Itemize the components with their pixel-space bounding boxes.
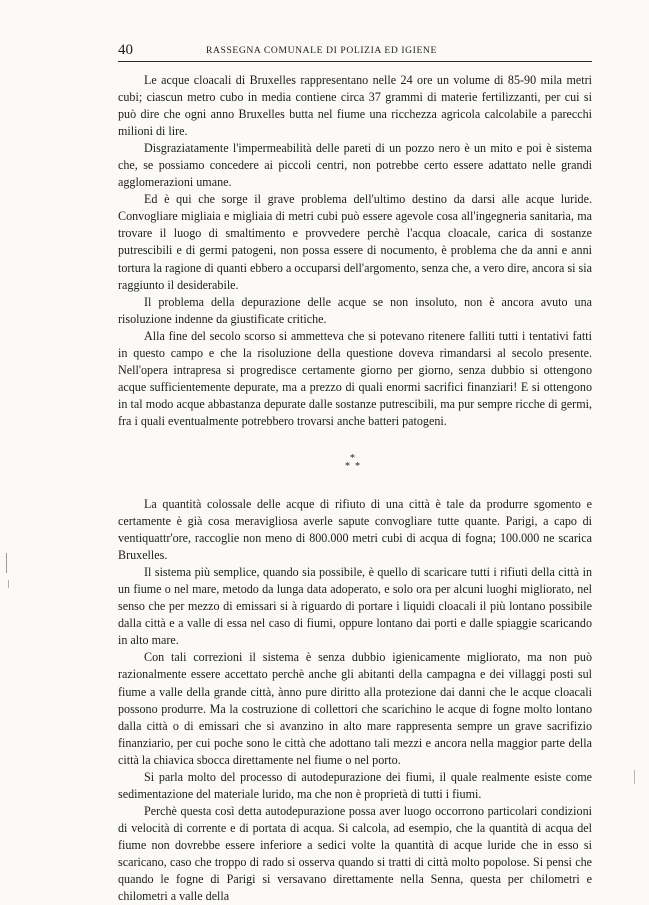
paragraph: Perchè questa così detta autodepurazione possa aver luogo occorrono particolari condizioni di velocità di corrente e di portata di acqua. Si calcola, ad esempio, che la quantità di acqua del fiume non dovrebbe essere inferiore a sedici volte la quantità di acque luride che in esso si scaricano, caso che troppo di rado si osserva quando si tratti di città molto popolose. Si pensi che quando le fogne di Parigi si versavano direttamente nella Senna, questa per chilometri e chilometri a valle della bbox=[118, 803, 592, 904]
paragraph: Si parla molto del processo di autodepurazione dei fiumi, il quale realmente esiste come sedimentazione del materiale lurido, ma che non è proprietà di tutti i fiumi. bbox=[118, 769, 592, 801]
asterism-star: * bbox=[345, 460, 350, 472]
paragraph: Alla fine del secolo scorso si ammetteva che si potevano ritenere falliti tutti i tentativi fatti in questo campo e che la risoluzione della questione doveva rimandarsi al secolo presente. Nell'opera intrapresa si progredisce certamente giorno per giorno, senza dubbio si ottengono acque sufficientemente depurate, ma a prezzo di quali enormi sacrifici finanziari! E si ottengono in tal modo acque abbastanza depurate dalle sostanze putrescibili, ma pur sempre ricche di germi, fra i quali eventualmente potrebbero trovarsi anche batteri patogeni. bbox=[118, 328, 592, 428]
section-ornament bbox=[118, 454, 592, 480]
page-header bbox=[118, 41, 592, 62]
paragraph: Il problema della depurazione delle acque se non insoluto, non è ancora avuto una risoluzione indenne da giustificate critiche. bbox=[118, 294, 592, 326]
scan-edge-mark bbox=[634, 770, 635, 784]
paragraph: Il sistema più semplice, quando sia possibile, è quello di scaricare tutti i rifiuti della città in un fiume o nel mare, metodo da lunga data adoperato, e solo ora per alcuni luoghi migliorato, nel senso che per mezzo di emissari si à riguardo di portare i liquidi cloacali il più lontano possibile dalla città e a valle di essa nel caso di fiumi, oppure lontano dai porti e dalle spiaggie scaricando in alto mare. bbox=[118, 565, 592, 648]
asterism-star: * bbox=[350, 452, 355, 464]
margin-mark bbox=[6, 553, 7, 573]
asterism-star: * bbox=[355, 460, 360, 472]
paragraph: Disgraziatamente l'impermeabilità delle pareti di un pozzo nero è un mito e poi è sistema che, se possiamo concedere ai piccoli centri, non potrebbe certo essere adattato nelle grandi agglomerazioni umane. bbox=[118, 141, 592, 190]
paragraph: Le acque cloacali di Bruxelles rappresentano nelle 24 ore un volume di 85-90 mila metri cubi; ciascun metro cubo in media contiene circa 37 grammi di materie fertilizzanti, per cui si può dire che ogni anno Bruxelles butta nel fiume una ricchezza agricola calcolabile a parecchi milioni di lire. bbox=[118, 73, 592, 139]
page-number: 40 bbox=[118, 42, 133, 58]
margin-mark bbox=[8, 580, 9, 588]
running-title: RASSEGNA COMUNALE DI POLIZIA ED IGIENE bbox=[206, 45, 437, 56]
paragraph: Ed è qui che sorge il grave problema dell'ultimo destino da darsi alle acque luride. Convogliare migliaia e migliaia di metri cubi può essere agevole cosa all'ingegneria sanitaria, ma trovare il luogo di smaltimento e provvedere perchè l'acqua cloacale, carica di sostanze putrescibili e di germi patogeni, non possa essere di nocumento, è problema che da anni e anni tortura la ragione di quanti ebbero a occuparsi dell'argomento, senza che, a vero dire, ancora si sia raggiunto il desiderabile. bbox=[118, 192, 592, 292]
paragraph: Con tali correzioni il sistema è senza dubbio igienicamente migliorato, ma non può razionalmente essere accettato perchè anche gli abitanti della campagna e dei villaggi posti sul fiume a valle della grande città, ànno pure diritto alla protezione dai danni che le acque cloacali possono produrre. Ma la costruzione di collettori che scarichino le acque di fogne molto lontano dalla città o di emissari che si avanzino in alto mare rappresenta sempre un grave sacrifizio finanziario, per cui poche sono le città che adottano tali mezzi e ancora nella maggior parte della città la chiavica sbocca direttamente nel fiume o nel porto. bbox=[118, 650, 592, 767]
paragraph: La quantità colossale delle acque di rifiuto di una città è tale da produrre sgomento e certamente è già cosa meravigliosa averle sapute convogliare tutte quante. Parigi, a capo di ventiquattr'ore, raccoglie non meno di 800.000 metri cubi di acqua di fogna; 100.000 ne scarica Bruxelles. bbox=[118, 496, 592, 563]
body-text bbox=[118, 72, 592, 905]
